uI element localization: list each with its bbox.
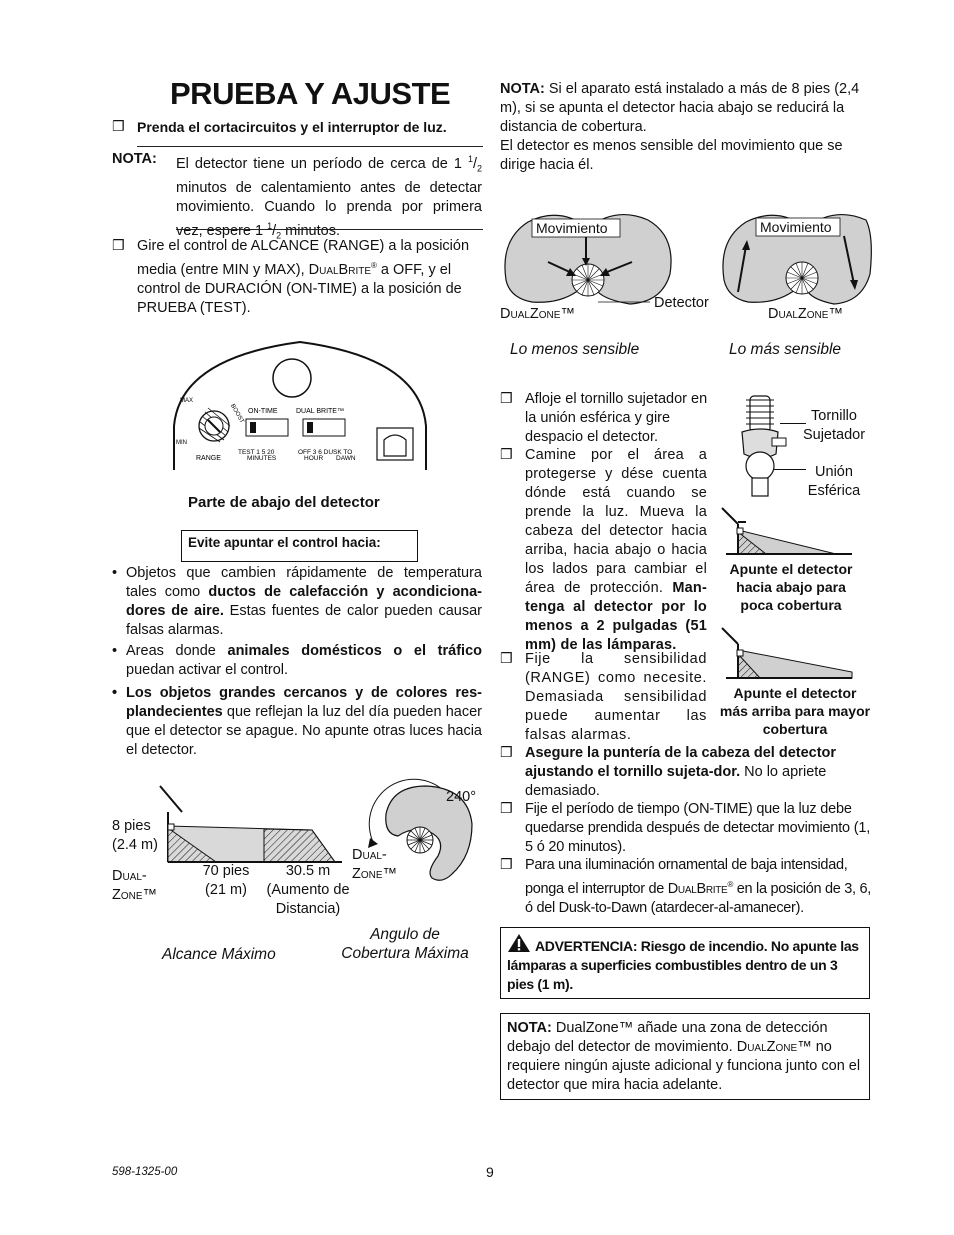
angle-dualzone-label: Dual- Zone™ <box>352 847 398 882</box>
bullet-bright-objects: Los objetos grandes cercanos y de colores res-plandecientes que reflejan la luz del día pueden hacer que el detector se apague. No apunte otras luces hacia el detector. <box>126 685 482 758</box>
aim-down-caption: Apunte el detector hacia abajo para poca cobertura <box>729 561 853 613</box>
angle-caption: Angulo de Cobertura Máxima <box>341 926 469 962</box>
warning-box <box>500 927 870 999</box>
dualzone-label-left: DualZone™ <box>500 306 575 322</box>
movement-label-left: Movimiento <box>536 220 608 236</box>
ontime-minutes: MINUTES <box>247 455 277 462</box>
dualbrite-hour: HOUR <box>304 455 324 462</box>
checkbox-icon: ❒ <box>500 390 513 406</box>
dualbrite-label: DUAL BRITE™ <box>296 408 344 415</box>
checkbox-icon: ❒ <box>500 744 513 760</box>
dial-max-label: MAX <box>180 398 194 404</box>
step-secure-aim: Asegure la puntería de la cabeza del detector ajustando el tornillo sujeta-dor. No lo apriete demasiado. <box>525 745 837 799</box>
bullet-icon: • <box>112 643 118 659</box>
note-label: NOTA: <box>112 151 157 167</box>
dualzone-label-right: DualZone™ <box>768 306 843 322</box>
checkbox-icon: ❒ <box>500 446 513 462</box>
ball-joint-icon <box>746 452 774 480</box>
dualzone-note-box <box>500 1013 870 1100</box>
dualbrite-scale: OFF 3 6 DUSK TO <box>298 449 353 456</box>
bullet-animals: Areas donde animales domésticos o el tráfico puedan activar el control. <box>126 643 482 678</box>
set-screw-icon <box>772 438 786 446</box>
checkbox-icon: ❒ <box>500 650 513 666</box>
note-warmup: El detector tiene un período de cerca de 1 $^1/_2$ minutos de calentamiento antes de detectar movimiento. Cuando lo prenda por primera vez, espere 1 $^1/_2$ minutos. <box>176 154 482 241</box>
dualzone-note-text: NOTA: DualZone™ añade una zona de detección debajo del detector de movimiento. DualZone™ no requiere ningún ajuste adicional y funciona junto con el detector que mira hacia adelante. <box>507 1020 861 1093</box>
distance-30m: 30.5 m (Aumento de Distancia) <box>266 863 350 917</box>
step-dualbrite: Para una iluminación ornamental de baja intensidad, ponga el interruptor de DualBrite® en la posición de 3, 6, ó del Dusk-to-Dawn (atardecer-al-amanecer). <box>525 857 871 916</box>
ball-joint-diagram <box>732 392 792 498</box>
detector-label: Detector <box>654 295 709 311</box>
bullet-rapid-temp: Objetos que cambien rápidamente de temperatura tales como ductos de calefacción y acondiciona-dores de aire. Estas fuentes de calor pueden causar falsas alarmas. <box>126 565 482 638</box>
note-mounting-height: NOTA: Si el aparato está instalado a más de 8 pies (2,4 m), si se apunta el detector hacia abajo se reducirá la distancia de cobertura. <box>500 81 860 135</box>
avoid-box: Evite apuntar el control hacia: <box>181 530 418 562</box>
note-sensitivity: El detector es menos sensible del movimiento que se dirige hacia él. <box>500 138 843 173</box>
step-set-controls: Gire el control de ALCANCE (RANGE) a la posición media (entre MIN y MAX), DualBrite® a OFF, y el control de DURACIÓN (ON-TIME) a la posición de PRUEBA (TEST). <box>137 238 470 316</box>
joint-label: Unión Esférica <box>807 464 861 499</box>
dial-min-label: MIN <box>176 440 187 446</box>
checkbox-icon: ❒ <box>112 118 125 134</box>
max-range-diagram <box>150 776 350 866</box>
page-title: PRUEBA Y AJUSTE <box>170 76 451 111</box>
checkbox-icon: ❒ <box>500 800 513 816</box>
step-loosen-screw: Afloje el tornillo sujetador en la unión esférica y gire despacio el detector. <box>525 391 708 445</box>
movement-label-right: Movimiento <box>760 219 832 235</box>
part-number: 598-1325-00 <box>112 1166 178 1178</box>
max-range-caption: Alcance Máximo <box>162 946 276 963</box>
dial-boost-label: BOOST <box>229 403 245 425</box>
step-ontime: Fije el período de tiempo (ON-TIME) que la luz debe quedarse prendida después de detectar movimiento (1, 5 ó 20 minutos). <box>525 801 871 855</box>
aim-down-diagram <box>716 500 856 556</box>
detector-bottom-diagram <box>172 336 428 472</box>
step-walk-test: Camine por el área a protegerse y dése cuenta dónde está cuando se prende la luz. Mueva la cabeza del detector hacia arriba, hacia abajo o hacia los lados para cambiar el área de protección. Man-tenga al detector por lo menos a 2 pulgadas (51 mm) de las lámparas. <box>525 447 707 653</box>
aim-up-caption: Apunte el detector más arriba para mayor cobertura <box>719 685 871 737</box>
divider <box>176 229 483 230</box>
less-sensitive-caption: Lo menos sensible <box>510 341 640 358</box>
bullet-icon: • <box>112 685 118 701</box>
warning-text: ADVERTENCIA: Riesgo de incendio. No apunte las lámparas a superficies combustibles dentro de un 3 pies (1 m). <box>507 938 859 992</box>
dualbrite-dawn: DAWN <box>336 455 356 462</box>
bullet-icon: • <box>112 565 118 581</box>
height-label: 8 pies (2.4 m) <box>112 818 158 853</box>
ontime-label: ON-TIME <box>248 408 278 415</box>
angle-degree-label: 240° <box>446 789 476 805</box>
dial-range-label: RANGE <box>196 455 221 462</box>
aim-up-diagram <box>716 624 856 680</box>
checkbox-icon: ❒ <box>112 237 125 253</box>
divider <box>137 146 483 147</box>
page-number: 9 <box>486 1164 494 1180</box>
checkbox-icon: ❒ <box>500 856 513 872</box>
screw-label: Tornillo Sujetador <box>802 408 866 443</box>
detector-caption: Parte de abajo del detector <box>188 494 380 511</box>
sensor-lens-icon <box>273 359 311 397</box>
ontime-scale: TEST 1 5 20 <box>238 449 275 456</box>
range-dualzone-label: Dual- Zone™ <box>112 868 158 903</box>
distance-70ft: 70 pies (21 m) <box>202 863 250 898</box>
step-sensitivity: Fije la sensibilidad (RANGE) como necesite. Demasiada sensibilidad puede aumentar las falsas alarmas. <box>525 651 707 743</box>
more-sensitive-caption: Lo más sensible <box>729 341 842 358</box>
step-power-on: Prenda el cortacircuitos y el interruptor de luz. <box>137 119 447 135</box>
